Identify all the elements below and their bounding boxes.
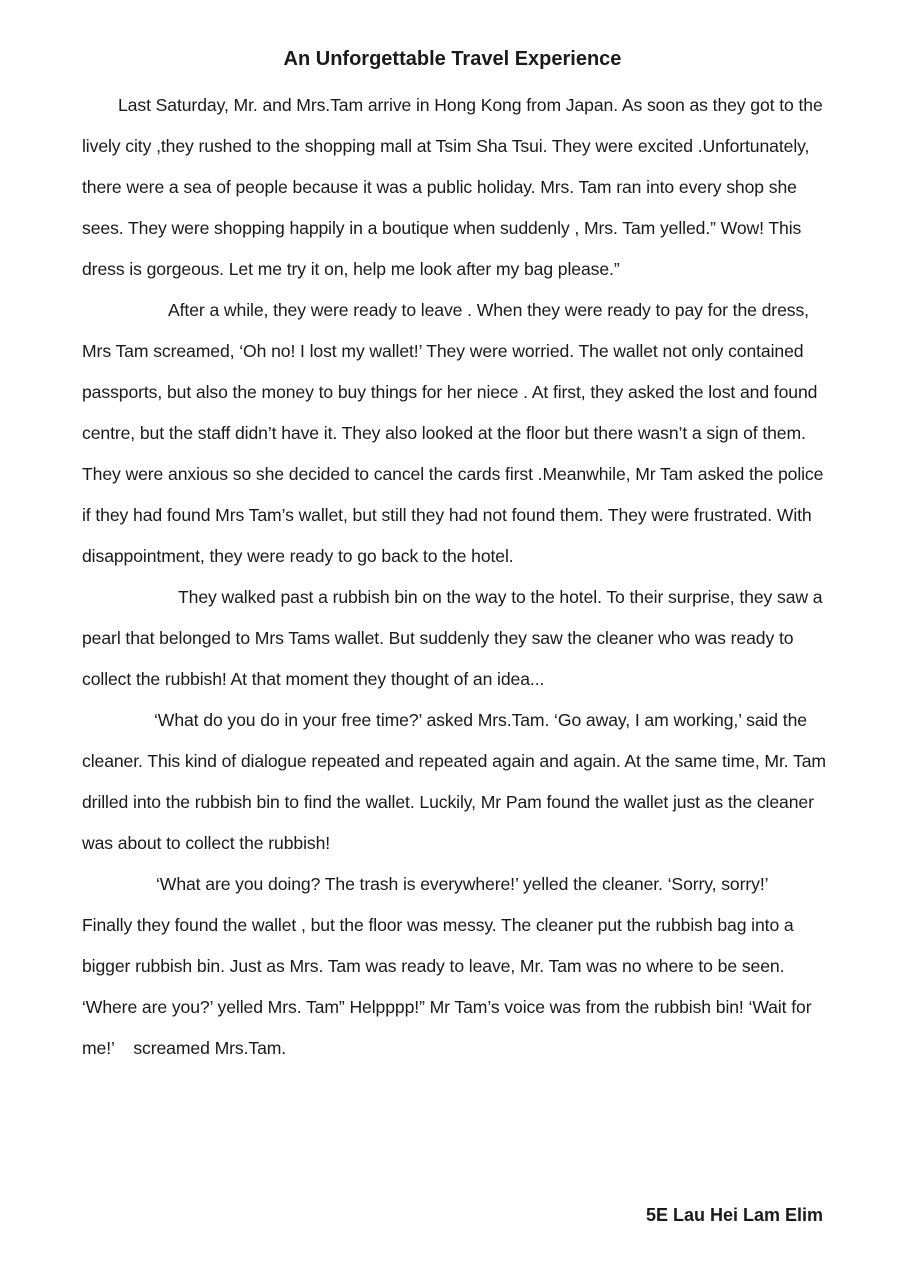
author-signature: 5E Lau Hei Lam Elim bbox=[645, 1205, 823, 1225]
paragraph-1: Last Saturday, Mr. and Mrs.Tam arrive in Hong Kong from Japan. As soon as they got to the lively city ,they rushed to the shopping mall at Tsim Sha Tsui. They were excited .Unfortunately, there were a sea of people because it was a public holiday. Mrs. Tam ran into every shop she sees. They were shopping happily in a boutique when suddenly , Mrs. Tam yelled.” Wow! This dress is gorgeous. Let me try it on, help me look after my bag please.” bbox=[82, 95, 828, 279]
paragraph-2: After a while, they were ready to leave . When they were ready to pay for the dress, Mrs Tam screamed, ‘Oh no! I lost my wallet!’ They were worried. The wallet not only contained passports, but also the money to buy things for her niece . At first, they asked the lost and found centre, but the staff didn’t have it. They also looked at the floor but there wasn’t a sign of them. They were anxious so she decided to cancel the cards first .Meanwhile, Mr Tam asked the police if they had found Mrs Tam’s wallet, but still they had not found them. They were frustrated. With disappointment, they were ready to go back to the hotel. bbox=[82, 300, 829, 566]
paragraph-4: ‘What do you do in your free time?’ asked Mrs.Tam. ‘Go away, I am working,’ said the cleaner. This kind of dialogue repeated and repeated again and again. At the same time, Mr. Tam drilled into the rubbish bin to find the wallet. Luckily, Mr Pam found the wallet just as the cleaner was about to collect the rubbish! bbox=[82, 710, 831, 853]
document-title: An Unforgettable Travel Experience bbox=[283, 48, 622, 70]
story-body bbox=[82, 85, 831, 1069]
paragraph-3: They walked past a rubbish bin on the way to the hotel. To their surprise, they saw a pearl that belonged to Mrs Tams wallet. But suddenly they saw the cleaner who was ready to collect the rubbish! At that moment they thought of an idea... bbox=[82, 587, 828, 689]
paragraph-5: ‘What are you doing? The trash is everywhere!’ yelled the cleaner. ‘Sorry, sorry!’ Finally they found the wallet , but the floor was messy. The cleaner put the rubbish bag into a bigger rubbish bin. Just as Mrs. Tam was ready to leave, Mr. Tam was no where to be seen. ‘Where are you?’ yelled Mrs. Tam” Helpppp!” Mr Tam’s voice was from the rubbish bin! ‘Wait for me!’ screamed Mrs.Tam. bbox=[82, 874, 817, 1058]
